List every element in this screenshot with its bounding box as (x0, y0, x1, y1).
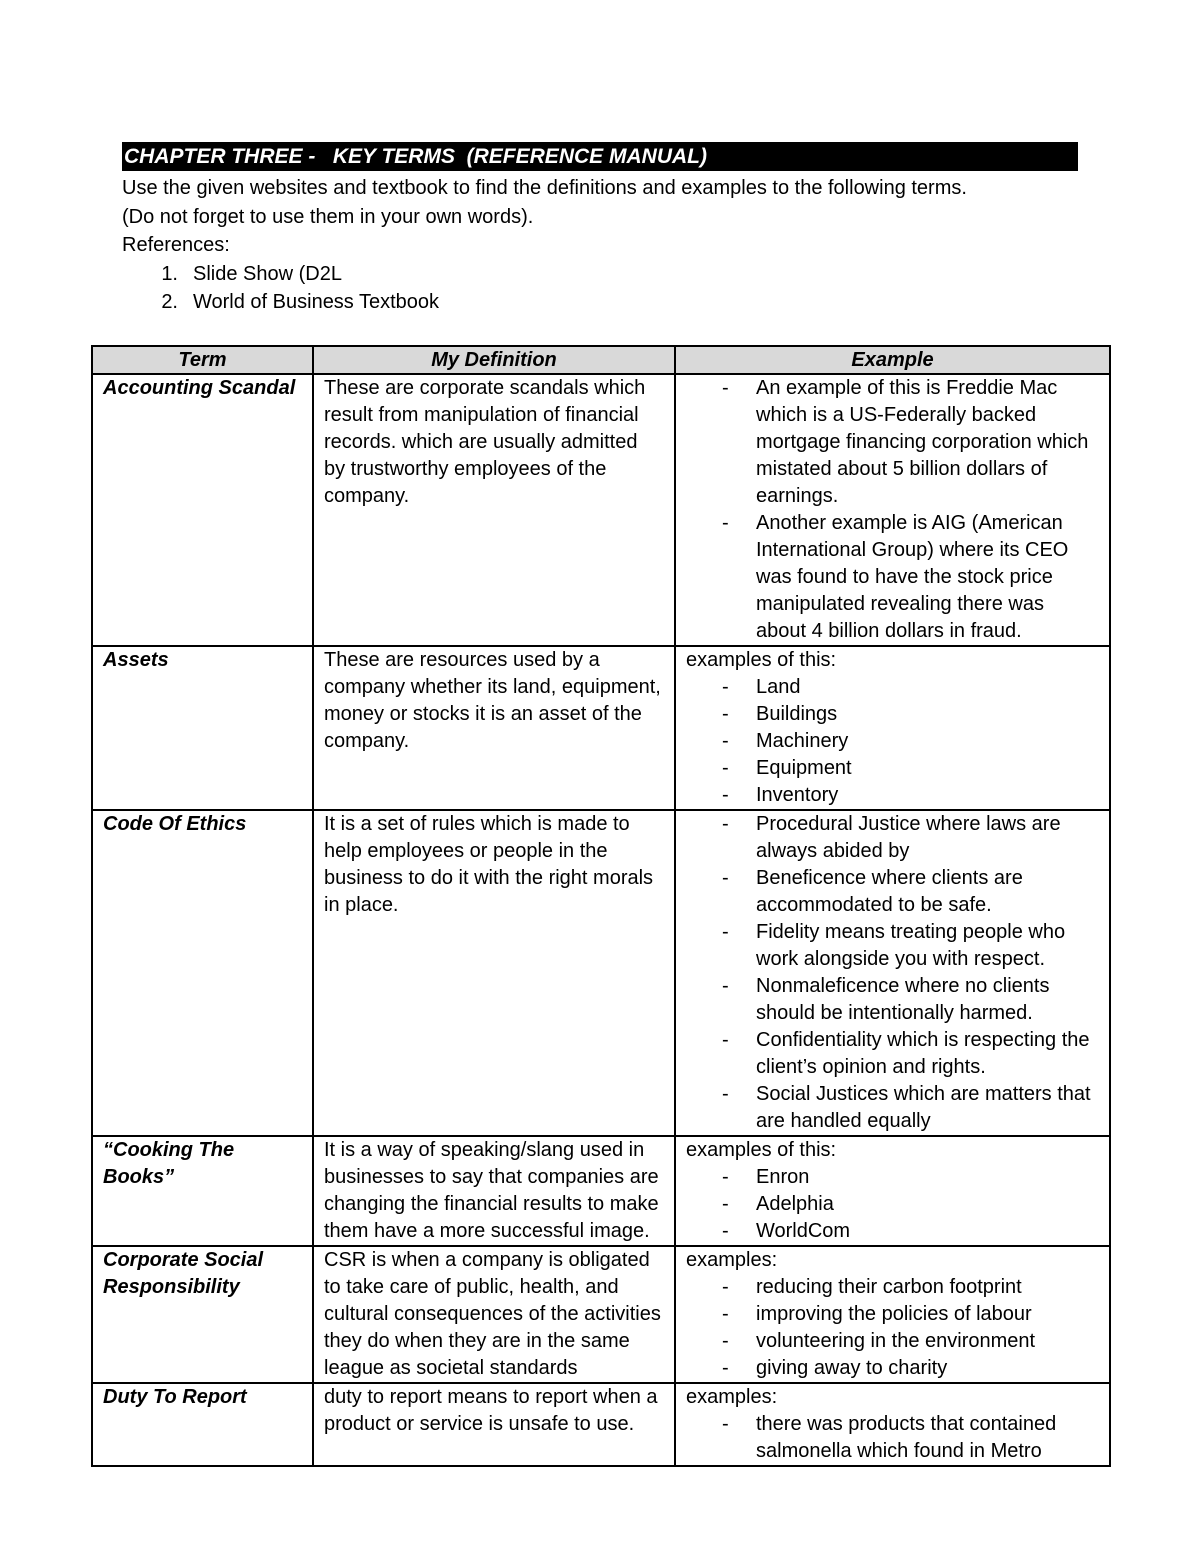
list-item (686, 782, 1099, 809)
table-row (92, 1383, 1110, 1466)
example-cell (675, 810, 1110, 1136)
example-lead: examples of this: (686, 1139, 837, 1161)
list-item (686, 728, 1099, 755)
dash-bullet: - (722, 1357, 729, 1379)
dash-bullet: - (722, 1166, 729, 1188)
list-item (686, 919, 1099, 973)
definition-cell: These are resources used by a company whether its land, equipment, money or stocks it is an asset of the company. (313, 646, 675, 810)
instruction-line-1: Use the given websites and textbook to find the definitions and examples to the following terms. (122, 177, 967, 199)
example-text: Fidelity means treating people who work alongside you with respect. (756, 921, 1066, 970)
table-row (92, 1136, 1110, 1246)
references-list (122, 260, 1102, 317)
dash-bullet: - (722, 512, 729, 534)
reference-text: World of Business Textbook (193, 291, 440, 313)
list-item (686, 510, 1099, 645)
dash-bullet: - (722, 1029, 729, 1051)
list-item (686, 1027, 1099, 1081)
chapter-title: CHAPTER THREE - KEY TERMS (REFERENCE MANUAL) (122, 142, 1078, 171)
example-cell (675, 1136, 1110, 1246)
example-text: improving the policies of labour (756, 1303, 1032, 1325)
dash-bullet: - (722, 676, 729, 698)
list-item (686, 811, 1099, 865)
example-text: Confidentiality which is respecting the client’s opinion and rights. (756, 1029, 1090, 1078)
example-lead: examples: (686, 1249, 778, 1271)
table-row (92, 646, 1110, 810)
example-lead: examples of this: (686, 649, 837, 671)
example-text: Enron (756, 1166, 810, 1188)
table-row (92, 1246, 1110, 1383)
list-item (686, 1328, 1099, 1355)
example-cell (675, 1246, 1110, 1383)
example-text: Equipment (756, 757, 852, 779)
example-text: reducing their carbon footprint (756, 1276, 1022, 1298)
example-text: Land (756, 676, 801, 698)
example-text: Machinery (756, 730, 849, 752)
list-item (686, 865, 1099, 919)
table-row (92, 810, 1110, 1136)
example-text: volunteering in the environment (756, 1330, 1036, 1352)
list-item (686, 701, 1099, 728)
list-item (686, 1301, 1099, 1328)
dash-bullet: - (722, 975, 729, 997)
example-list (686, 674, 1099, 809)
dash-bullet: - (722, 730, 729, 752)
list-item (686, 674, 1099, 701)
list-item (686, 1274, 1099, 1301)
term-cell: Duty To Report (92, 1383, 313, 1466)
definition-cell: It is a way of speaking/slang used in businesses to say that companies are changing the financial results to make them have a more successful image. (313, 1136, 675, 1246)
list-item (686, 1081, 1099, 1135)
example-text: there was products that contained salmonella which found in Metro (756, 1413, 1057, 1462)
list-item (686, 1411, 1099, 1465)
definition-cell: These are corporate scandals which result from manipulation of financial records. which are usually admitted by trustworthy employees of the company. (313, 374, 675, 646)
example-list (686, 375, 1099, 645)
example-lead: examples: (686, 1386, 778, 1408)
example-text: Another example is AIG (American International Group) where its CEO was found to have the stock price manipulated revealing there was about 4 billion dollars in fraud. (756, 512, 1069, 642)
example-text: An example of this is Freddie Mac which is a US-Federally backed mortgage financing corporation which mistated about 5 billion dollars of earnings. (756, 377, 1089, 507)
dash-bullet: - (722, 867, 729, 889)
dash-bullet: - (722, 813, 729, 835)
dash-bullet: - (722, 1330, 729, 1352)
example-text: Adelphia (756, 1193, 834, 1215)
dash-bullet: - (722, 1303, 729, 1325)
term-cell: Accounting Scandal (92, 374, 313, 646)
reference-item (122, 288, 1102, 317)
example-list (686, 811, 1099, 1135)
example-cell (675, 374, 1110, 646)
list-item (686, 1218, 1099, 1245)
example-text: Procedural Justice where laws are always abided by (756, 813, 1061, 862)
list-item (686, 1191, 1099, 1218)
example-text: Buildings (756, 703, 838, 725)
definition-cell: It is a set of rules which is made to help employees or people in the business to do it with the right morals in place. (313, 810, 675, 1136)
dash-bullet: - (722, 703, 729, 725)
dash-bullet: - (722, 757, 729, 779)
example-text: Beneficence where clients are accommodated to be safe. (756, 867, 1023, 916)
dash-bullet: - (722, 921, 729, 943)
dash-bullet: - (722, 377, 729, 399)
list-item (686, 1164, 1099, 1191)
dash-bullet: - (722, 1220, 729, 1242)
example-list (686, 1274, 1099, 1382)
list-item (686, 1355, 1099, 1382)
column-header-definition: My Definition (313, 346, 675, 374)
table-row (92, 374, 1110, 646)
example-text: Inventory (756, 784, 839, 806)
column-header-example: Example (675, 346, 1110, 374)
list-item (686, 755, 1099, 782)
term-cell: “Cooking The Books” (92, 1136, 313, 1246)
term-cell: Corporate Social Responsibility (92, 1246, 313, 1383)
example-text: Social Justices which are matters that are handled equally (756, 1083, 1091, 1132)
key-terms-table (91, 345, 1111, 1467)
table-header-row (92, 346, 1110, 374)
definition-cell: CSR is when a company is obligated to take care of public, health, and cultural consequences of the activities they do when they are in the same league as societal standards (313, 1246, 675, 1383)
references-label: References: (122, 234, 230, 256)
definition-cell: duty to report means to report when a product or service is unsafe to use. (313, 1383, 675, 1466)
table-body (92, 374, 1110, 1466)
example-text: giving away to charity (756, 1357, 948, 1379)
example-text: WorldCom (756, 1220, 851, 1242)
example-cell (675, 1383, 1110, 1466)
term-cell: Code Of Ethics (92, 810, 313, 1136)
example-list (686, 1411, 1099, 1465)
instructions (122, 174, 1102, 317)
instruction-line-2: (Do not forget to use them in your own words). (122, 205, 534, 228)
dash-bullet: - (722, 784, 729, 806)
dash-bullet: - (722, 1413, 729, 1435)
term-cell: Assets (92, 646, 313, 810)
list-item (686, 973, 1099, 1027)
reference-item (122, 260, 1102, 289)
reference-number: 1. (161, 262, 178, 285)
reference-number: 2. (161, 291, 178, 313)
example-text: Nonmaleficence where no clients should be intentionally harmed. (756, 975, 1050, 1024)
dash-bullet: - (722, 1083, 729, 1105)
list-item (686, 375, 1099, 510)
dash-bullet: - (722, 1276, 729, 1298)
reference-text: Slide Show (D2L (193, 262, 342, 285)
column-header-term: Term (92, 346, 313, 374)
example-cell (675, 646, 1110, 810)
example-list (686, 1164, 1099, 1245)
dash-bullet: - (722, 1193, 729, 1215)
